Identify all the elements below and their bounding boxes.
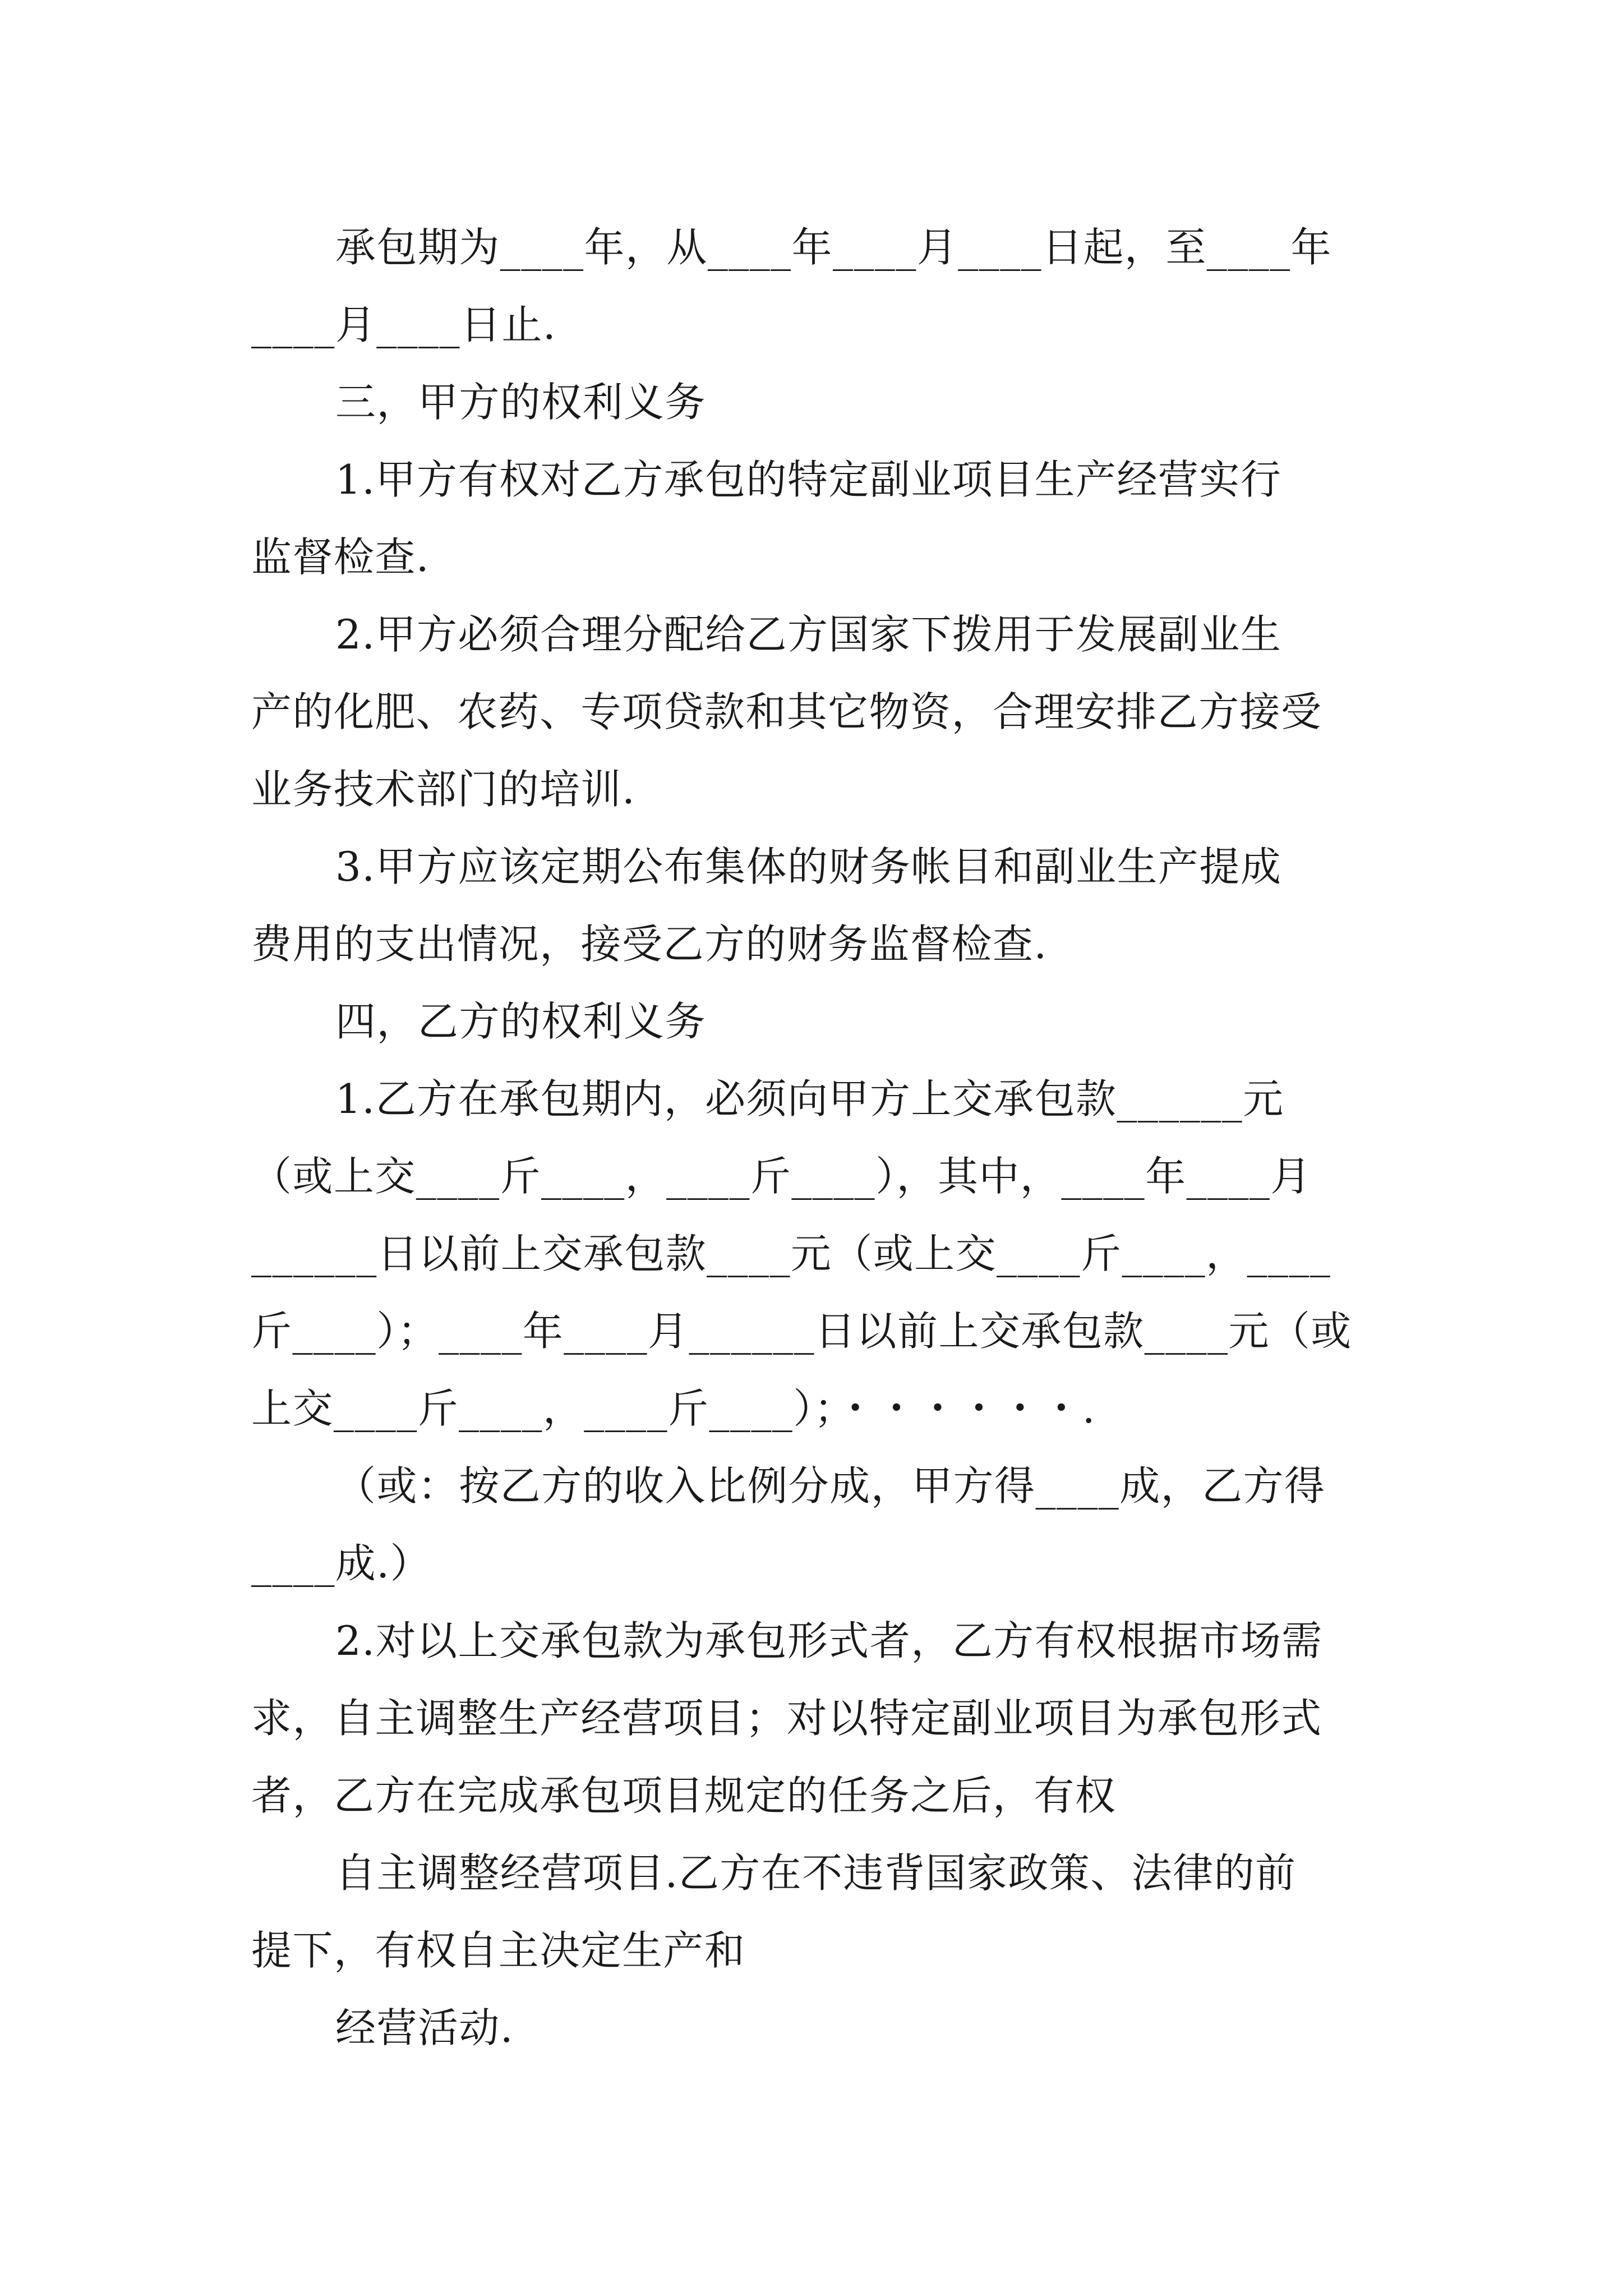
text-line: 2.甲方必须合理分配给乙方国家下拨用于发展副业生 [335, 611, 1282, 658]
text-line: 者，乙方在完成承包项目规定的任务之后，有权 [251, 1772, 1117, 1819]
text-line: 自主调整经营项目.乙方在不违背国家政策、法律的前 [335, 1849, 1297, 1897]
text-line: 经营活动. [335, 2004, 514, 2051]
section-heading: 四，乙方的权利义务 [335, 998, 706, 1045]
text-line: 1.甲方有权对乙方承包的特定副业项目生产经营实行 [335, 456, 1282, 503]
text-line: 提下，有权自主决定生产和 [251, 1927, 746, 1974]
text-line: 费用的支出情况，接受乙方的财务监督检查. [251, 921, 1048, 968]
text-line: 监督检查. [251, 533, 430, 581]
text-line: 产的化肥、农药、专项贷款和其它物资，合理安排乙方接受 [251, 688, 1322, 735]
text-line: 3.甲方应该定期公布集体的财务帐目和副业生产提成 [335, 843, 1282, 890]
text-line: 斤____）；____年____月______日以前上交承包款____元（或 [251, 1308, 1352, 1355]
text-line: 承包期为____年，从____年____月____日起，至____年 [335, 224, 1332, 271]
text-line: 上交____斤____，____斤____）；・・・・・・. [251, 1385, 1096, 1432]
text-line: ______日以前上交承包款____元（或上交____斤____，____ [251, 1230, 1331, 1277]
text-line: ____月____日止. [251, 301, 557, 348]
section-heading: 三，甲方的权利义务 [335, 379, 706, 426]
text-line: 1.乙方在承包期内，必须向甲方上交承包款______元 [335, 1075, 1284, 1122]
text-line: ____成.） [251, 1540, 431, 1587]
text-line: 业务技术部门的培训. [251, 766, 636, 813]
text-line: （或上交____斤____，____斤____），其中，____年____月 [251, 1153, 1312, 1200]
document-page [251, 209, 1390, 2067]
text-line: （或：按乙方的收入比例分成，甲方得____成，乙方得 [335, 1462, 1326, 1510]
text-line: 2.对以上交承包款为承包形式者，乙方有权根据市场需 [335, 1617, 1323, 1664]
text-line: 求，自主调整生产经营项目；对以特定副业项目为承包形式 [251, 1695, 1322, 1742]
